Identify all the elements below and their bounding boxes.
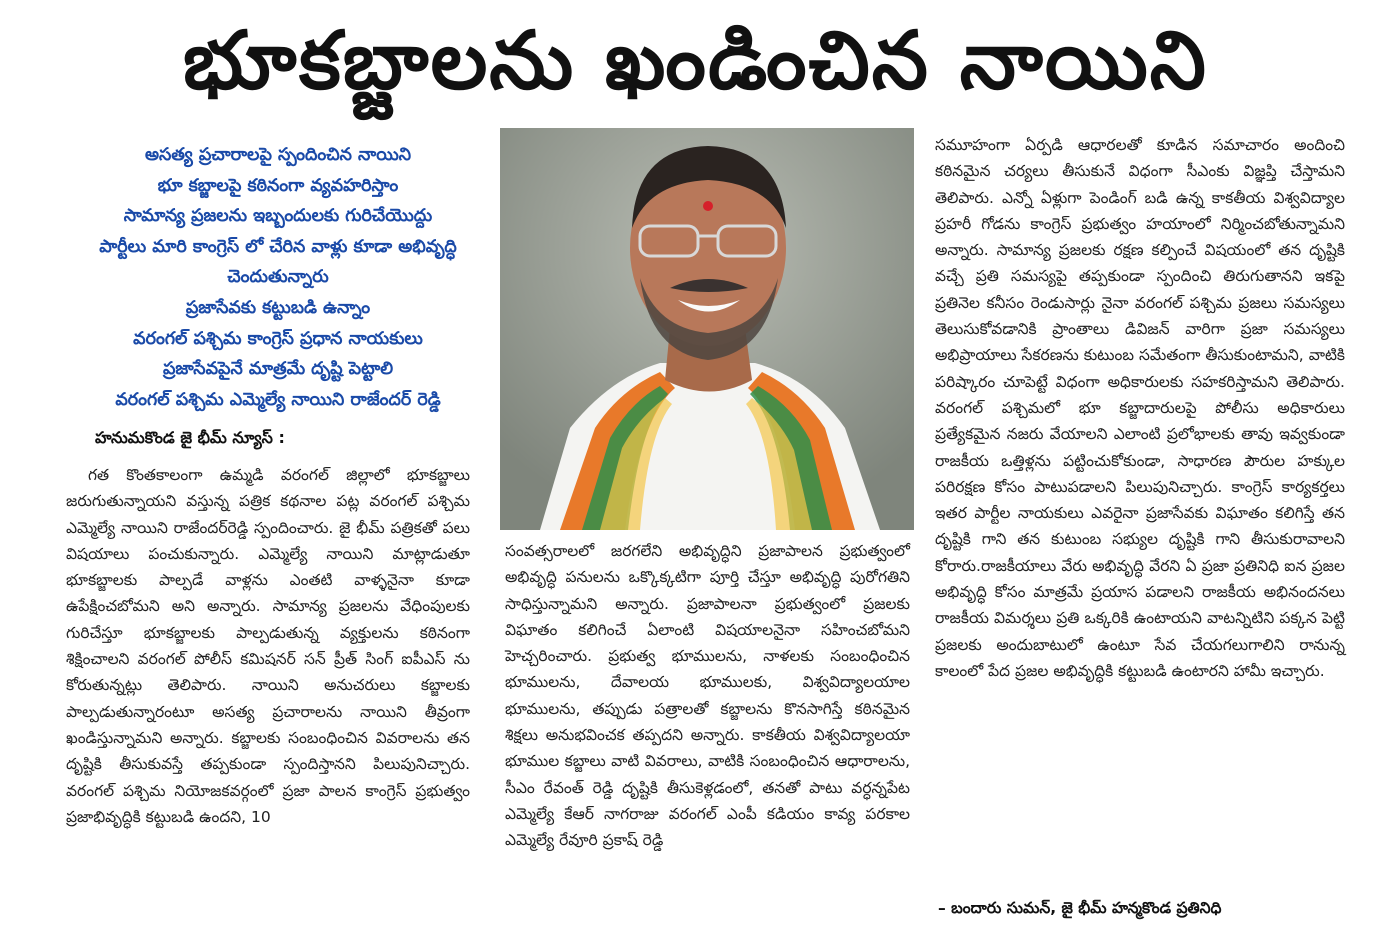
article-column-3 (935, 132, 1345, 684)
highlight-line: పార్టీలు మారి కాంగ్రెస్ లో చేరిన వాళ్లు కూడా అభివృద్ధి (99, 236, 457, 257)
article-column-2 (505, 538, 910, 854)
highlight-line: చెందుతున్నారు (227, 267, 329, 288)
highlight-line: ప్రజాసేవపైనే మాత్రమే దృష్టి పెట్టాలి (162, 359, 394, 380)
column-2-text: సంవత్సరాలలో జరగలేని అభివృద్ధిని ప్రజాపాలన ప్రభుత్వంలో అభివృద్ధి పనులను ఒక్కొక్కటిగా పూర్తి చేస్తూ అభివృద్ధి పురోగతిని సాధిస్తున్నామని అన్నారు. ప్రజాపాలనా ప్రభుత్వంలో ప్రజలకు విఘాతం కలిగించే ఏలాంటి విషయాలనైనా సహించబోమని హెచ్చరించారు. ప్రభుత్వ భూములను, నాళలకు సంబంధించిన భూములను, దేవాలయ భూములకు, విశ్వవిద్యాలయాల భూములను, తప్పుడు పత్రాలతో కబ్జాలను కొనసాగిస్తే కఠినమైన శిక్షలు అనుభవించక తప్పదని అన్నారు. కాకతీయ విశ్వవిద్యాలయా భూముల కబ్జాలు వాటి వివరాలు, వాటికి సంబంధించిన ఆధారాలను, సీఎం రేవంత్ రెడ్డి దృష్టికి తీసుకెళ్లడంలో, తనతో పాటు వర్ధన్నపేట ఎమ్మెల్యే కేఆర్ నాగరాజు వరంగల్ ఎంపీ కడియం కావ్య పరకాల ఎమ్మెల్యే రేవూరి ప్రకాష్ రెడ్డి (505, 542, 910, 850)
highlight-line: సామాన్య ప్రజలను ఇబ్బందులకు గురిచేయొద్దు (123, 206, 433, 227)
highlight-line: ప్రజాసేవకు కట్టుబడి ఉన్నాం (185, 297, 371, 318)
highlights (88, 140, 468, 415)
headline: భూకబ్జాలను ఖండించిన నాయిని (183, 14, 1208, 107)
article-column-1 (66, 462, 470, 830)
byline: హనుమకొండ జై భీమ్ న్యూస్ : (95, 428, 285, 447)
highlight-line: భూ కబ్జాలపై కఠినంగా వ్యవహరిస్తాం (157, 175, 399, 196)
highlight-line: వరంగల్ పశ్చిమ ఎమ్మెల్యే నాయిని రాజేందర్ రెడ్డి (115, 389, 441, 410)
mla-photo (500, 128, 914, 530)
column-3-text: సమూహంగా ఏర్పడి ఆధారలతో కూడిన సమాచారం అందించి కఠినమైన చర్యలు తీసుకునే విధంగా సీఎంకు విజ్ఞప్తి చేస్తామని తెలిపారు. ఎన్నో ఏళ్లుగా పెండింగ్ బడి ఉన్న కాకతీయ విశ్వవిద్యాల ప్రహరీ గోడను కాంగ్రెస్ ప్రభుత్వం హయాంలో నిర్మించబోతున్నామని అన్నారు. సామాన్య ప్రజలకు రక్షణ కల్పించే విషయంలో తన దృష్టికి వచ్చే ప్రతి సమస్యపై తప్పకుండా స్పందించి తిరుగుతానని ఇకపై ప్రతినెల కనీసం రెండుసార్లు నైనా వరంగల్ పశ్చిమ ప్రజలు సమస్యలు తెలుసుకోవడానికి ప్రాంతాలు డివిజన్ వారిగా ప్రజా సమస్యలు అభిప్రాయాలు సేకరణను కుటుంబ సమేతంగా తీసుకుంటామని, వాటికి పరిష్కారం చూపెట్టే విధంగా అధికారులకు సహకరిస్తామని తెలిపారు. వరంగల్ పశ్చిమలో భూ కబ్జాదారులపై పోలీసు అధికారులు ప్రత్యేకమైన నజరు వేయాలని ఎలాంటి ప్రలోభాలకు తావు ఇవ్వకుండా రాజకీయ ఒత్తిళ్లను పట్టించుకోకుండా, సాధారణ పౌరుల హక్కుల పరిరక్షణ కోసం పాటుపడాలని పిలుపునిచ్చారు. కాంగ్రెస్ కార్యకర్తలు ఇతర పార్టీల నాయకులు ఎవరైనా ప్రజాసేవకు విఘాతం కలిగిస్తే తన దృష్టికి గాని తన కుటుంబ సభ్యుల దృష్టికి గాని తీసుకురావాలని కోరారు.రాజకీయాలు వేరు అభివృద్ధి వేరని ఏ ప్రజా ప్రతినిధి ఐన ప్రజల అభివృద్ధి కోసం మాత్రమే ప్రయాస పడాలని రాజకీయ అభినందనలు రాజకీయ విమర్శలు ప్రతి ఒక్కరికి ఉంటాయని వాటన్నిటిని పక్కన పెట్టి ప్రజలకు అందుబాటులో ఉంటూ సేవ చేయగలుగాలిని రానున్న కాలంలో పేద ప్రజల అభివృద్ధికి కట్టుబడి ఉంటారని హామీ ఇచ్చారు. (935, 136, 1345, 680)
portrait-illustration (500, 128, 914, 530)
reporter-signature: – బందారు సుమన్, జై భీమ్ హన్మకొండ ప్రతినిధి (938, 899, 1222, 917)
column-1-text: గత కొంతకాలంగా ఉమ్మడి వరంగల్ జిల్లాలో భూకబ్జాలు జరుగుతున్నాయని వస్తున్న పత్రిక కథనాల పట్ల వరంగల్ పశ్చిమ ఎమ్మెల్యే నాయిని రాజేందర్‌రెడ్డి స్పందించారు. జై భీమ్ పత్రికతో పలు విషయాలు పంచుకున్నారు. ఎమ్మెల్యే నాయిని మాట్లాడుతూ భూకబ్జాలకు పాల్పడే వాళ్లను ఎంతటి వాళ్ళనైనా కూడా ఉపేక్షించబోమని అని అన్నారు. సామాన్య ప్రజలను వేధింపులకు గురిచేస్తూ భూకబ్జాలకు పాల్పడుతున్న వ్యక్తులను కఠినంగా శిక్షించాలని వరంగల్ పోలీస్ కమిషనర్ సన్ ప్రీత్ సింగ్ ఐపీఎస్ ను కోరుతున్నట్లు తెలిపారు. నాయిని అనుచరులు కబ్జాలకు పాల్పడుతున్నారంటూ అసత్య ప్రచారాలను నాయిని తీవ్రంగా ఖండిస్తున్నామని అన్నారు. కబ్జాలకు సంబంధించిన వివరాలను తన దృష్టికి తీసుకువస్తే తప్పకుండా స్పందిస్తానని పిలుపునిచ్చారు. వరంగల్ పశ్చిమ నియోజకవర్గంలో ప్రజా పాలన కాంగ్రెస్ ప్రభుత్వం ప్రజాభివృద్ధికి కట్టుబడి ఉందని, 10 (66, 466, 470, 826)
highlight-line: అసత్య ప్రచారాలపై స్పందించిన నాయిని (144, 145, 412, 165)
highlight-line: వరంగల్ పశ్చిమ కాంగ్రెస్ ప్రధాన నాయకులు (133, 328, 423, 349)
